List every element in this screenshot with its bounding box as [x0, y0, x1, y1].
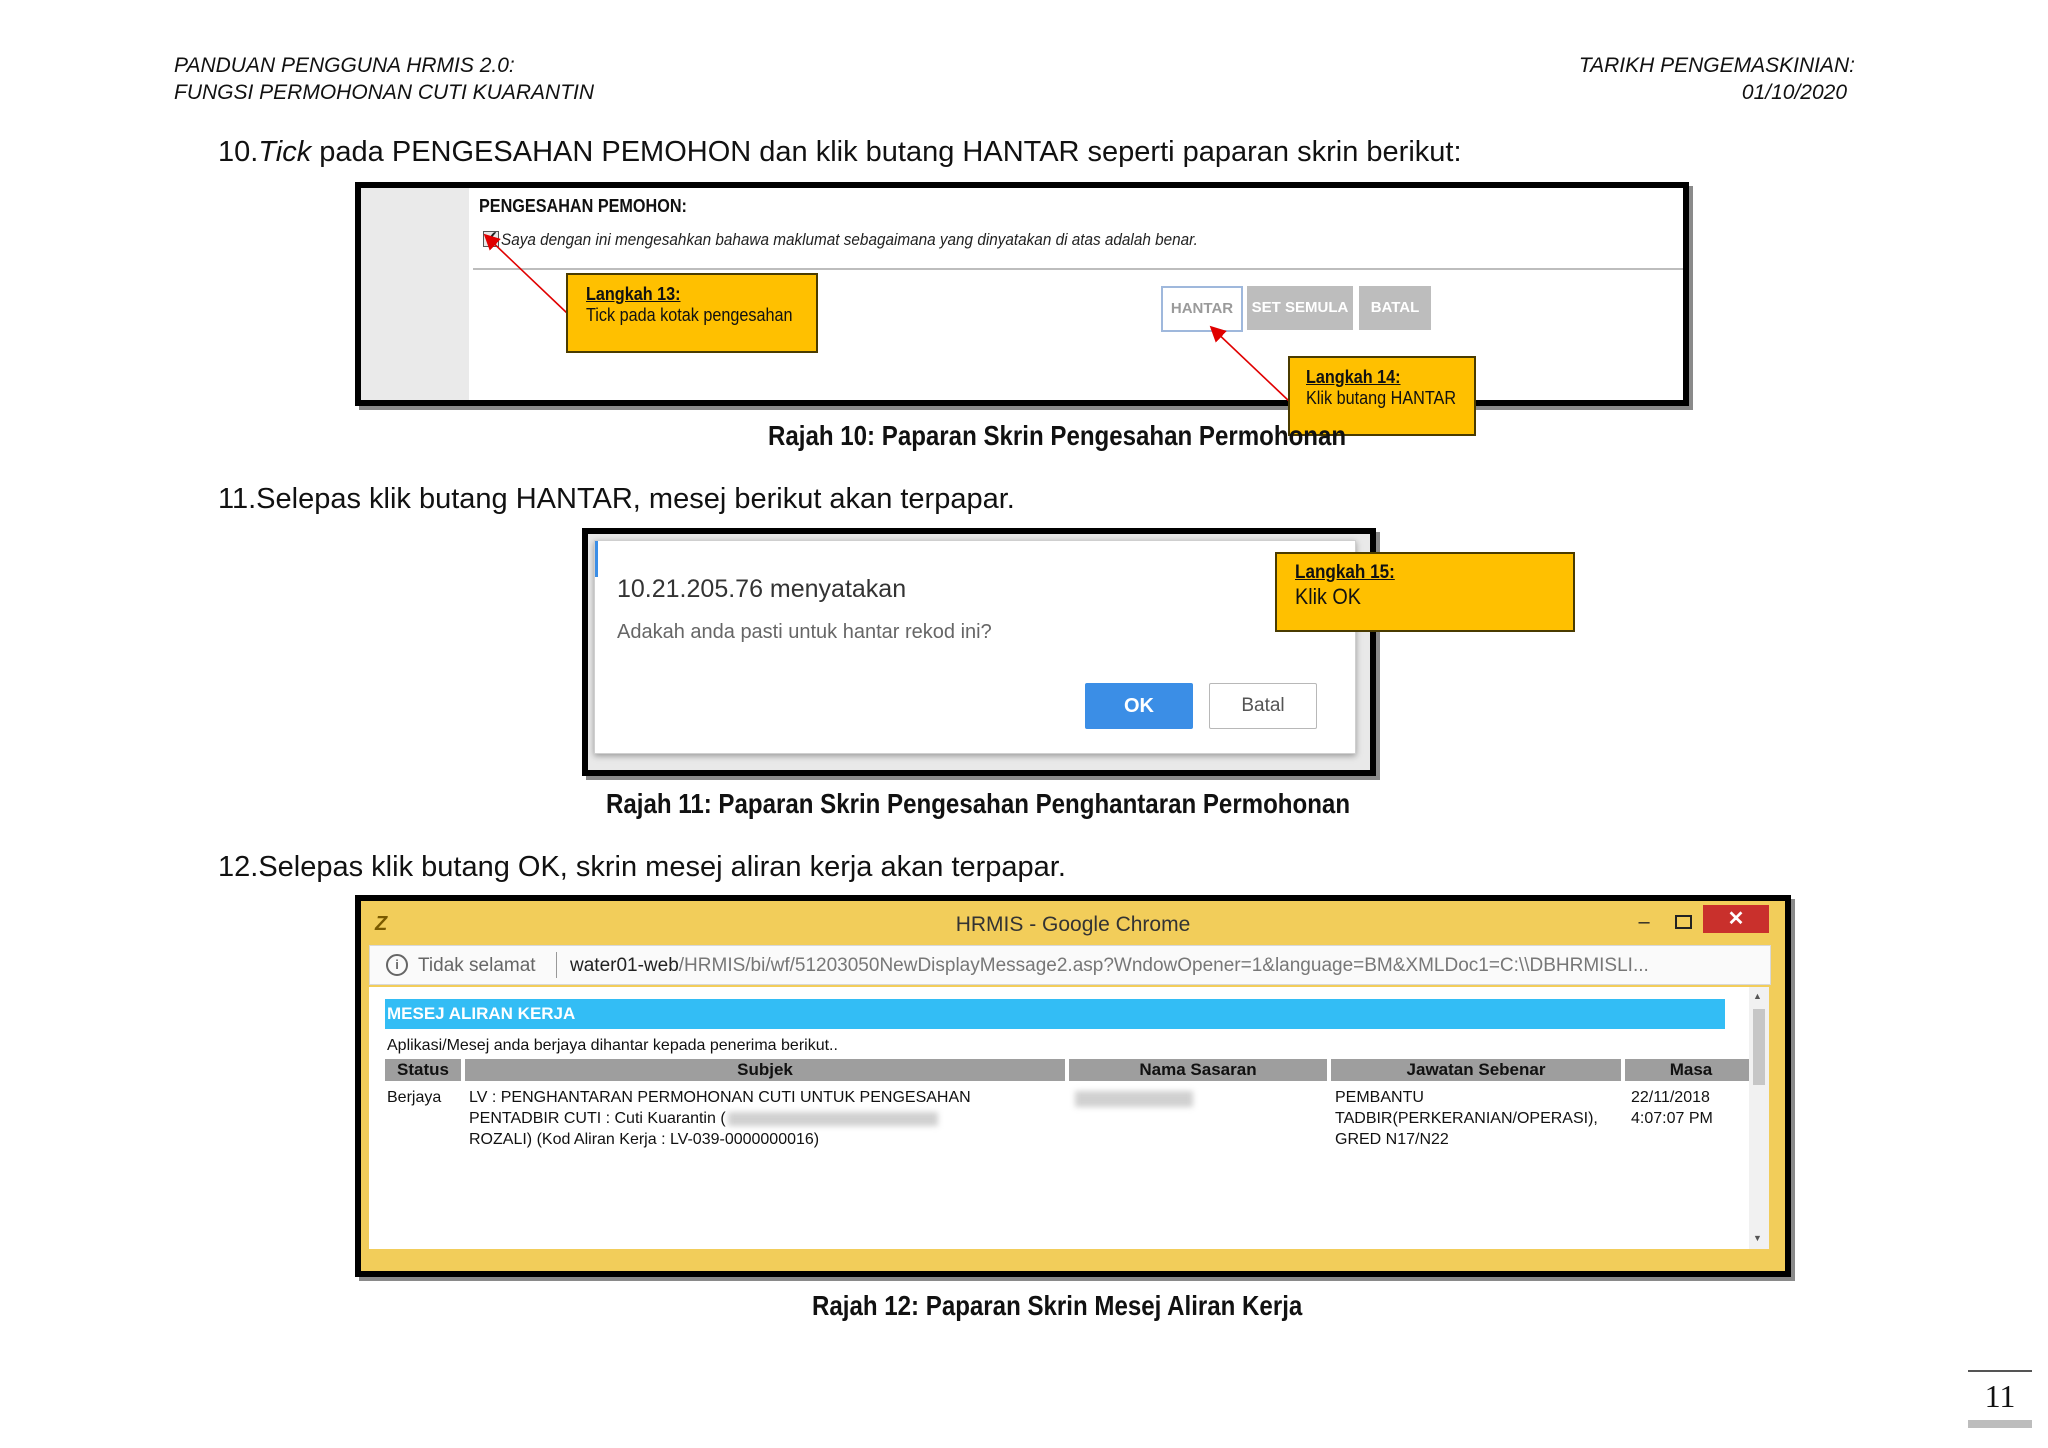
- caption-figure-12: Rajah 12: Paparan Skrin Mesej Aliran Kerja: [812, 1290, 1303, 1321]
- confirmation-title: PENGESAHAN PEMOHON:: [479, 196, 687, 216]
- column-header-jawatan: Jawatan Sebenar: [1331, 1059, 1621, 1081]
- callout-text: Tick pada kotak pengesahan: [586, 305, 793, 325]
- step-text: Selepas klik butang OK, skrin mesej aliran kerja akan terpapar.: [258, 851, 1066, 883]
- caption-figure-10: Rajah 10: Paparan Skrin Pengesahan Permohonan: [768, 420, 1347, 451]
- url-path: /HRMIS/bi/wf/51203050NewDisplayMessage2.asp?WndowOpener=1&language=BM&XMLDoc1=C:\\DBHRMISLI...: [678, 955, 1649, 976]
- cell-masa: [1631, 1087, 1761, 1129]
- batal-button[interactable]: BATAL: [1359, 286, 1431, 330]
- callout-text: Klik OK: [1295, 584, 1362, 609]
- address-bar[interactable]: [369, 945, 1771, 985]
- arrow-step13: [486, 236, 568, 314]
- step-12: [218, 851, 1718, 884]
- masa-line: 4:07:07 PM: [1631, 1110, 1713, 1127]
- page-number-rule-bottom: [1968, 1420, 2032, 1428]
- subject-line: ROZALI) (Kod Aliran Kerja : LV-039-0000000016): [469, 1131, 820, 1148]
- minimize-icon[interactable]: –: [1638, 911, 1650, 933]
- column-header-subjek: Subjek: [465, 1059, 1065, 1081]
- callout-step15: [1275, 552, 1575, 632]
- header-title: PANDUAN PENGGUNA HRMIS 2.0:: [174, 54, 515, 77]
- banner-text: MESEJ ALIRAN KERJA: [387, 1004, 576, 1023]
- cell-jawatan: [1335, 1087, 1625, 1150]
- dialog-title: 10.21.205.76 menyatakan: [617, 575, 907, 603]
- batal-dialog-button[interactable]: Batal: [1209, 683, 1317, 729]
- page-number-rule-top: [1968, 1370, 2032, 1372]
- step-number: 10.: [218, 136, 259, 168]
- jawatan-line: PEMBANTU: [1335, 1089, 1424, 1106]
- cell-status: Berjaya: [387, 1089, 442, 1106]
- confirmation-text: Saya dengan ini mengesahkan bahawa maklumat sebagaimana yang dinyatakan di atas adalah benar.: [501, 230, 1198, 249]
- set-semula-button[interactable]: SET SEMULA: [1247, 286, 1353, 330]
- jawatan-line: TADBIR(PERKERANIAN/OPERASI),: [1335, 1110, 1598, 1127]
- checkmark-icon: ✔: [486, 228, 498, 244]
- subject-line-redacted: [469, 1108, 1065, 1129]
- jawatan-line: GRED N17/N22: [1335, 1131, 1449, 1148]
- page-content: [369, 987, 1769, 1249]
- header-date: 01/10/2020: [1741, 81, 1847, 104]
- scrollbar-thumb[interactable]: [1753, 1009, 1765, 1085]
- dialog-message: Adakah anda pasti untuk hantar rekod ini?: [617, 621, 992, 643]
- vertical-scrollbar[interactable]: [1749, 987, 1769, 1249]
- callout-title: Langkah 15:: [1295, 562, 1395, 583]
- subject-line: LV : PENGHANTARAN PERMOHONAN CUTI UNTUK PENGESAHAN: [469, 1089, 971, 1106]
- window-title: HRMIS - Google Chrome: [955, 913, 1191, 936]
- dialog-accent: [595, 541, 598, 577]
- scroll-up-icon[interactable]: ▲: [1753, 991, 1762, 1001]
- header-subtitle: FUNGSI PERMOHONAN CUTI KUARANTIN: [174, 81, 595, 104]
- callout-text: Klik butang HANTAR: [1306, 388, 1457, 408]
- url-host: water01-web: [570, 955, 679, 976]
- figure-12-chrome-window: [355, 895, 1791, 1277]
- step-text: Selepas klik butang HANTAR, mesej berikut akan terpapar.: [256, 483, 1015, 515]
- scroll-down-icon[interactable]: ▼: [1753, 1233, 1762, 1243]
- arrow-step14: [1212, 328, 1290, 402]
- step-text: pada PENGESAHAN PEMOHON dan klik butang HANTAR seperti paparan skrin berikut:: [311, 136, 1462, 168]
- hantar-button[interactable]: HANTAR: [1161, 286, 1243, 332]
- caption-figure-11: Rajah 11: Paparan Skrin Pengesahan Penghantaran Permohonan: [606, 788, 1351, 819]
- success-message: Aplikasi/Mesej anda berjaya dihantar kepada penerima berikut..: [387, 1037, 838, 1054]
- figure-11-frame: [582, 528, 1376, 776]
- info-icon: i: [386, 954, 408, 976]
- close-icon[interactable]: ✕: [1703, 905, 1769, 933]
- address-divider: [556, 952, 557, 978]
- url-text: [570, 955, 1760, 977]
- cell-subjek: [469, 1087, 1065, 1150]
- masa-line: 22/11/2018: [1631, 1089, 1710, 1106]
- column-header-nama-sasaran: Nama Sasaran: [1069, 1059, 1327, 1081]
- step-number: 11.: [218, 483, 257, 515]
- callout-step13: [566, 273, 818, 353]
- security-label: Tidak selamat: [418, 955, 536, 976]
- redacted-nama-sasaran: [1075, 1091, 1193, 1107]
- step-number: 12.: [218, 851, 259, 883]
- subject-line: PENTADBIR CUTI : Cuti Kuarantin (: [469, 1110, 726, 1127]
- step-11: [218, 483, 1718, 516]
- ok-button[interactable]: OK: [1085, 683, 1193, 729]
- maximize-icon[interactable]: [1667, 911, 1697, 935]
- column-header-masa: Masa: [1625, 1059, 1757, 1081]
- callout-title: Langkah 13:: [586, 284, 681, 304]
- confirm-dialog: [594, 540, 1356, 754]
- workflow-banner: [385, 999, 1725, 1029]
- header-date-label: TARIKH PENGEMASKINIAN:: [1578, 54, 1855, 77]
- redacted-name: [728, 1112, 938, 1126]
- column-header-status: Status: [385, 1059, 461, 1081]
- page-number: 11: [1984, 1378, 2016, 1414]
- app-logo-icon: Z: [375, 913, 388, 935]
- step-italic: Tick: [258, 136, 312, 168]
- callout-title: Langkah 14:: [1306, 367, 1401, 387]
